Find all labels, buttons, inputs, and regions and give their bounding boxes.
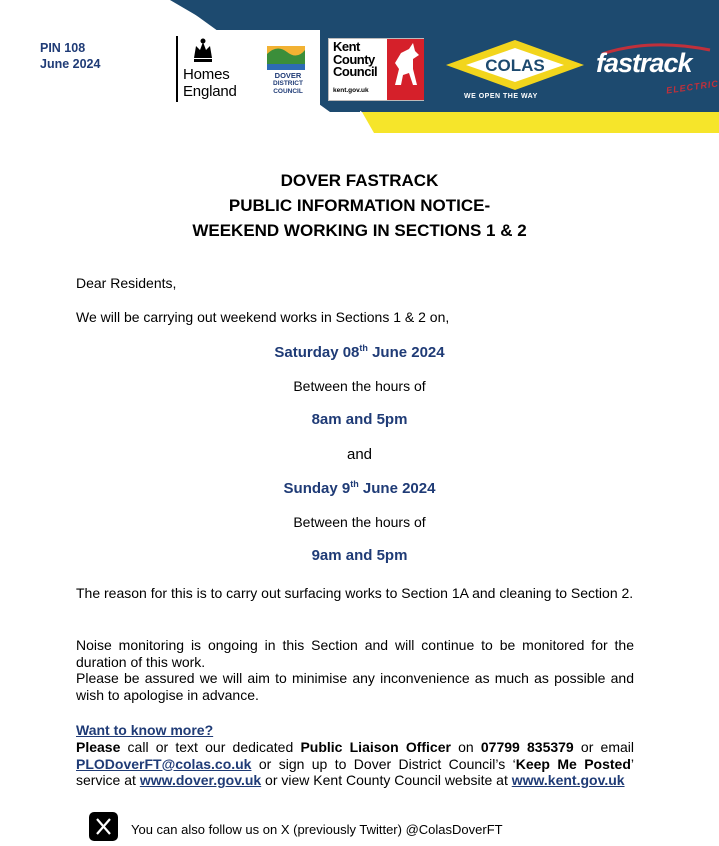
- please-word: Please: [76, 739, 121, 755]
- or-view-text: or view Kent County Council website at: [261, 772, 512, 788]
- colas-tagline: WE OPEN THE WAY: [464, 93, 538, 100]
- contact-paragraph: [76, 739, 634, 789]
- on-text: on: [450, 739, 481, 755]
- keep-me-posted: Keep Me Posted: [515, 755, 631, 772]
- kcc-word-3: Council: [333, 64, 378, 79]
- fastrack-electric: ELECTRIC: [665, 78, 719, 96]
- sunday-time: 9am and 5pm: [311, 547, 408, 564]
- colas-word: COLAS: [485, 56, 545, 75]
- header-banner: [0, 0, 719, 140]
- homes-england-logo: [176, 36, 256, 102]
- day2-rest: June 2024: [358, 480, 436, 497]
- saturday-time: 8am and 5pm: [311, 411, 408, 428]
- title-line-1: DOVER FASTRACK: [280, 171, 439, 190]
- or-email-text: or email: [573, 739, 635, 755]
- royal-crest-icon: [188, 36, 218, 64]
- white-horse-icon: [387, 39, 424, 100]
- title-line-2: PUBLIC INFORMATION NOTICE-: [228, 196, 491, 215]
- dover-cliff-icon: [265, 40, 309, 72]
- signup-text: or sign up to Dover District Council’s ‘: [251, 755, 516, 772]
- england-word: England: [183, 83, 237, 100]
- noise-line-2: Please be assured we will aim to minimise any inconvenience as much as possible and wish to apologise in advance.: [76, 670, 634, 703]
- kcc-word-1: Kent: [333, 39, 360, 54]
- call-text: call or text our dedicated: [120, 739, 301, 755]
- between-hours-2: Between the hours of: [293, 514, 426, 530]
- noise-paragraph: [76, 637, 634, 703]
- plo-label: Public Liaison Officer: [300, 739, 451, 755]
- sunday-date: [0, 480, 719, 497]
- ddc-word-2: DISTRICT: [273, 80, 303, 87]
- phone-number: 07799 835379: [480, 739, 574, 755]
- saturday-date: [0, 344, 719, 361]
- fastrack-word: fastrack: [596, 48, 692, 78]
- kcc-word-2: County: [333, 51, 375, 67]
- ddc-word-1: DOVER: [274, 71, 302, 80]
- and-text: and: [346, 446, 373, 463]
- noise-line-1: Noise monitoring is ongoing in this Section and will continue to be monitored for the duration of this work.: [76, 637, 634, 670]
- kent-website-link[interactable]: www.kent.gov.uk: [511, 772, 625, 788]
- notice-title: [0, 168, 719, 243]
- between-hours-1: Between the hours of: [293, 378, 426, 394]
- dover-website-link[interactable]: www.dover.gov.uk: [139, 772, 262, 788]
- day2-suffix: th: [350, 479, 359, 489]
- more-heading[interactable]: [76, 722, 213, 739]
- reason-text: The reason for this is to carry out surfacing works to Section 1A and cleaning to Section 2.: [76, 585, 634, 601]
- homes-word: Homes: [183, 66, 230, 83]
- kcc-url: kent.gov.uk: [333, 87, 369, 94]
- kent-county-council-logo: [328, 38, 424, 101]
- greeting: Dear Residents,: [76, 275, 177, 291]
- day1-prefix: Saturday 08: [274, 344, 360, 361]
- colas-logo: [444, 38, 586, 108]
- pin-date: June 2024: [40, 57, 101, 71]
- service-at-text: ’ service at: [76, 755, 634, 788]
- colas-diamond-icon: [444, 38, 586, 92]
- ddc-word-3: COUNCIL: [273, 88, 303, 95]
- pin-number: PIN 108: [40, 41, 86, 55]
- title-line-3: WEEKEND WORKING IN SECTIONS 1 & 2: [192, 221, 527, 240]
- email-link[interactable]: PLODoverFT@colas.co.uk: [76, 755, 252, 772]
- follow-row: [89, 812, 649, 842]
- want-to-know-more-link[interactable]: Want to know more?: [76, 722, 214, 738]
- x-logo-icon[interactable]: [89, 812, 118, 841]
- pin-label: [40, 40, 100, 72]
- day1-suffix: th: [359, 343, 368, 353]
- intro-text: We will be carrying out weekend works in Sections 1 & 2 on,: [76, 309, 450, 325]
- fastrack-logo: [596, 42, 719, 102]
- follow-text: You can also follow us on X (previously Twitter) @ColasDoverFT: [131, 822, 503, 837]
- dover-district-council-logo: [265, 40, 309, 102]
- day2-prefix: Sunday 9: [283, 480, 351, 497]
- day1-rest: June 2024: [367, 344, 445, 361]
